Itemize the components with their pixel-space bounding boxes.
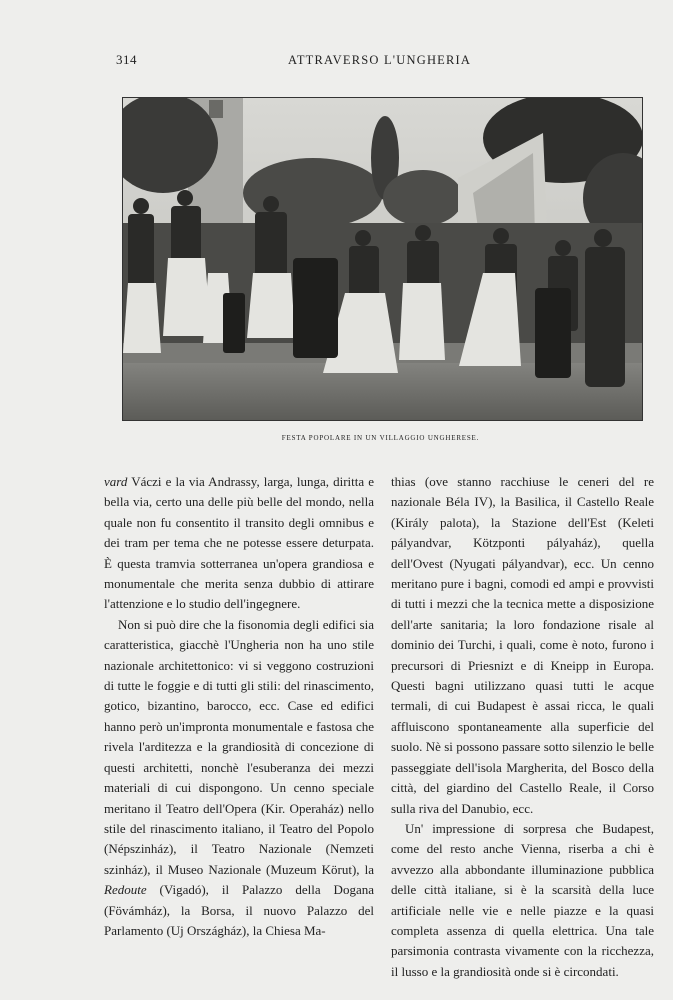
left-paragraph-1-text: Váczi e la via Andrassy, larga, lunga, diritta e bella via, certo una delle più belle del mondo, nella quale non fu consentito il transito degli omnibus e dei tram per tema che ne potesse essere deturpata. È questa tramvia sotterranea un'opera grandiosa e monumentale che merita senza dubbio di attirare l'attenzione e lo studio dell'ingegnere. — [104, 474, 374, 612]
left-paragraph-2 — [104, 615, 374, 942]
left-paragraph-2-text-b: (Vigadó), il Palazzo della Dogana (Fövámház), la Borsa, il nuovo Palazzo del Parlamento (Uj Országház), la Chiesa Ma- — [104, 882, 374, 938]
right-paragraph-2: Un' impressione di sorpresa che Budapest, come del resto anche Vienna, riserba a chi è avvezzo alla abbondante illuminazione pubblica delle città italiane, si è la scarsità della luce artificiale nelle vie e nelle piazze e la quasi completa assenza di quella elettrica. Una tale parsimonia contrasta vivamente con la ricchezza, il lusso e la grandiosità onde si è circondati. — [391, 820, 654, 979]
running-title: ATTRAVERSO L'UNGHERIA — [288, 53, 472, 67]
left-paragraph-1 — [104, 472, 374, 615]
left-paragraph-2-text-a: Non si può dire che la fisonomia degli edifici sia caratteristica, giacchè l'Ungheria non ha uno stile nazionale architettonico: vi si veggono costruzioni di tutte le foggie e di tutti gli stili: del rinascimento, gotico, bizantino, barocco, ecc. Case ed edifici hanno però un'impronta monumentale e fastosa che rivela l'arditezza e la grandiosità di concezione di questi architetti, nonchè l'esuberanza dei mezzi materiali di cui dispongono. Un cenno speciale meritano il Teatro dell'Opera (Kir. Operaház) nello stile del rinascimento italiano, il Teatro del Popolo (Népszinház), il Teatro Nazionale (Nemzeti szinház), il Museo Nazionale (Muzeum Körut), la — [104, 616, 374, 877]
village-festival-photograph — [122, 97, 643, 421]
photo-illustration — [123, 98, 642, 420]
right-paragraph-1: thias (ove stanno racchiuse le ceneri del re nazionale Béla IV), la Basilica, il Castello Reale (Király palota), la Stazione dell'Est (Keleti pályandvar, Kötzponti pályaház), quella dell'Ovest (Nyugati pályandvar), ecc. Un cenno meritano pure i bagni, comodi ed ampi e provvisti di tutti i mezzi che la tecnica mette a disposizione dell'arte sanitaria; la loro fondazione risale al dominio dei Turchi, i quali, come è noto, furono i precursori di Priesnizt e di Kneipp in Europa. Questi bagni utilizzano quasi tutti le acque termali, di cui Budapest è assai ricca, le quali affluiscono spontaneamente alla superficie del suolo. Nè si possono passare sotto silenzio le belle passeggiate dell'isola Margherita, del Bosco della città, del giardino del Castello Reale, il Corso sulla riva del Danubio, ecc. — [391, 474, 654, 816]
left-paragraph-1-lead: vard — [104, 474, 128, 489]
page-number: 314 — [116, 52, 137, 67]
left-paragraph-2-italic: Redoute — [104, 882, 147, 898]
right-text-column — [391, 472, 654, 982]
left-text-column — [104, 472, 374, 941]
photo-caption: FESTA POPOLARE IN UN VILLAGGIO UNGHERESE. — [281, 434, 480, 442]
